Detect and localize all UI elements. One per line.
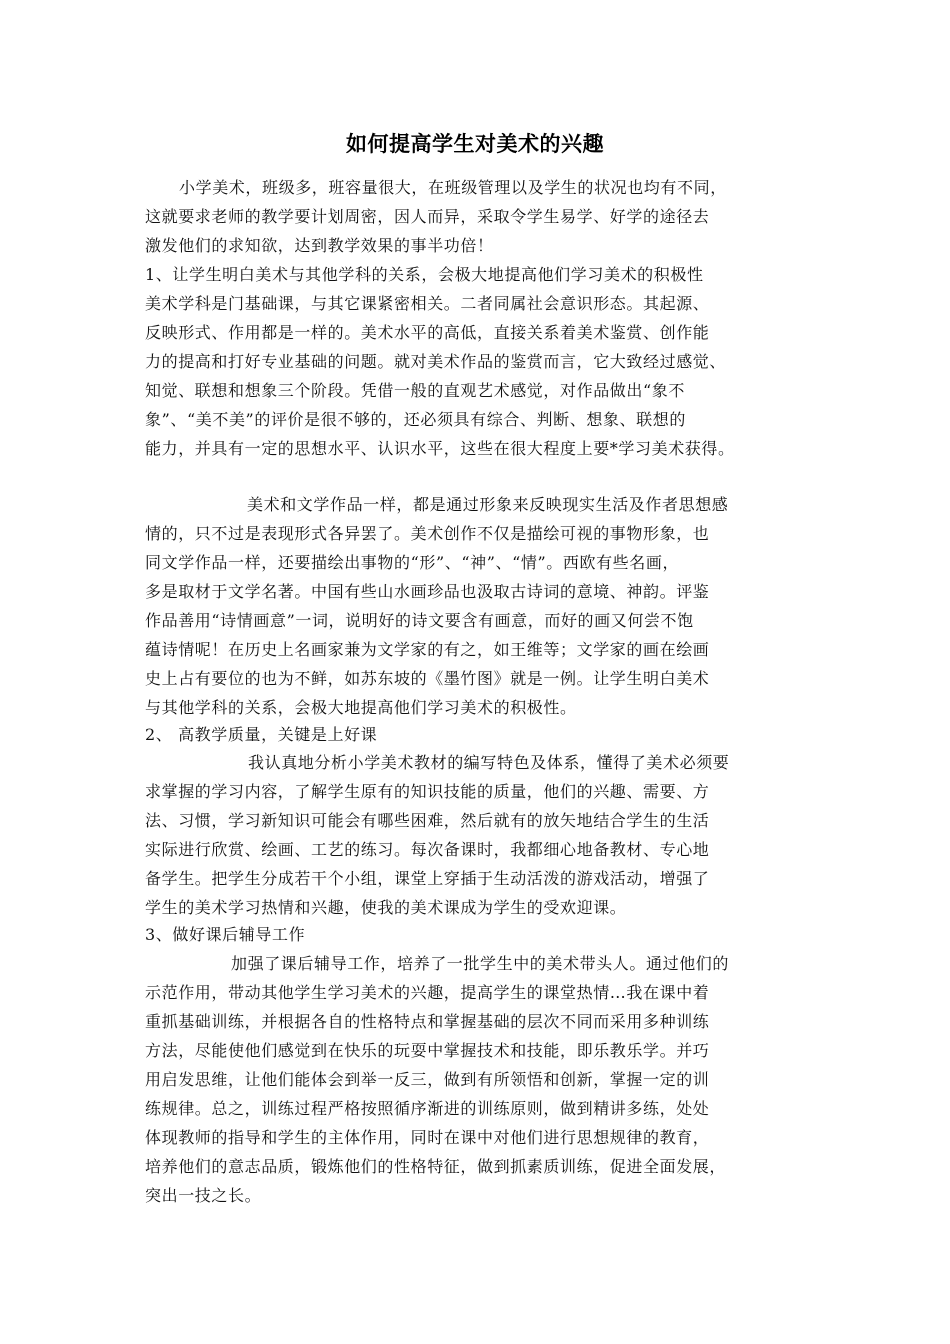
body-line: 备学生。把学生分成若干个小组，课堂上穿插于生动活泼的游戏活动，增强了 <box>145 869 710 888</box>
body-line: 用启发思维，让他们能体会到举一反三，做到有所领悟和创新，掌握一定的训 <box>145 1070 710 1089</box>
section-heading: 3、做好课后辅导工作 <box>145 925 306 944</box>
body-line: 实际进行欣赏、绘画、工艺的练习。每次备课时，我都细心地备教材、专心地 <box>145 840 710 859</box>
body-line: 方法，尽能使他们感觉到在快乐的玩耍中掌握技术和技能，即乐教乐学。并巧 <box>145 1041 710 1060</box>
body-line: 法、习惯，学习新知识可能会有哪些困难，然后就有的放矢地结合学生的生活 <box>145 811 710 830</box>
body-line: 与其他学科的关系，会极大地提高他们学习美术的积极性。 <box>145 698 577 717</box>
body-line: 培养他们的意志品质，锻炼他们的性格特征，做到抓素质训练，促进全面发展， <box>145 1157 727 1176</box>
body-line: 美术和文学作品一样，都是通过形象来反映现实生活及作者思想感 <box>247 495 729 514</box>
body-line: 情的，只不过是表现形式各异罢了。美术创作不仅是描绘可视的事物形象，也 <box>145 524 710 543</box>
body-line: 象”、“美不美”的评价是很不够的，还必须具有综合、判断、想象、联想的 <box>145 410 686 429</box>
body-line: 加强了课后辅导工作，培养了一批学生中的美术带头人。通过他们的 <box>231 954 730 973</box>
body-line: 激发他们的求知欲，达到教学效果的事半功倍！ <box>145 236 494 255</box>
body-line: 能力，并具有一定的思想水平、认识水平，这些在很大程度上要*学习美术获得。 <box>145 439 735 458</box>
body-line: 反映形式、作用都是一样的。美术水平的高低，直接关系着美术鉴赏、创作能 <box>145 323 710 342</box>
body-line: 知觉、联想和想象三个阶段。凭借一般的直观艺术感觉，对作品做出“象不 <box>145 381 685 400</box>
body-line: 学生的美术学习热情和兴趣，使我的美术课成为学生的受欢迎课。 <box>145 898 627 917</box>
body-line: 突出一技之长。 <box>145 1186 262 1205</box>
body-line: 我认真地分析小学美术教材的编写特色及体系，懂得了美术必须要 <box>248 753 730 772</box>
body-line: 蕴诗情呢！在历史上名画家兼为文学家的有之，如王维等；文学家的画在绘画 <box>145 640 710 659</box>
body-line: 这就要求老师的教学要计划周密，因人而异，采取令学生易学、好学的途径去 <box>145 207 710 226</box>
body-line: 重抓基础训练，并根据各自的性格特点和掌握基础的层次不同而采用多种训练 <box>145 1012 710 1031</box>
body-line: 多是取材于文学名著。中国有些山水画珍品也汲取古诗词的意境、神韵。评鉴 <box>145 582 710 601</box>
document-title: 如何提高学生对美术的兴趣 <box>346 132 604 156</box>
body-line: 体现教师的指导和学生的主体作用，同时在课中对他们进行思想规律的教育， <box>145 1128 710 1147</box>
body-line: 练规律。总之，训练过程严格按照循序渐进的训练原则，做到精讲多练，处处 <box>145 1099 710 1118</box>
body-line: 示范作用，带动其他学生学习美术的兴趣，提高学生的课堂热情…我在课中着 <box>145 983 710 1002</box>
body-line: 作品善用“诗情画意”一词，说明好的诗文要含有画意，而好的画又何尝不饱 <box>145 611 694 630</box>
body-line: 求掌握的学习内容，了解学生原有的知识技能的质量，他们的兴趣、需要、方 <box>145 782 710 801</box>
section-heading: 1、让学生明白美术与其他学科的关系，会极大地提高他们学习美术的积极性 <box>145 265 704 284</box>
body-line: 小学美术，班级多，班容量很大，在班级管理以及学生的状况也均有不同， <box>179 178 727 197</box>
body-line: 力的提高和打好专业基础的问题。就对美术作品的鉴赏而言，它大致经过感觉、 <box>145 352 727 371</box>
body-line: 史上占有要位的也为不鲜，如苏东坡的《墨竹图》就是一例。让学生明白美术 <box>145 669 710 688</box>
section-heading: 2、 高教学质量，关键是上好课 <box>145 725 378 744</box>
body-line: 美术学科是门基础课，与其它课紧密相关。二者同属社会意识形态。其起源、 <box>145 294 710 313</box>
body-line: 同文学作品一样，还要描绘出事物的“形”、“神”、“情”。西欧有些名画， <box>145 553 680 572</box>
